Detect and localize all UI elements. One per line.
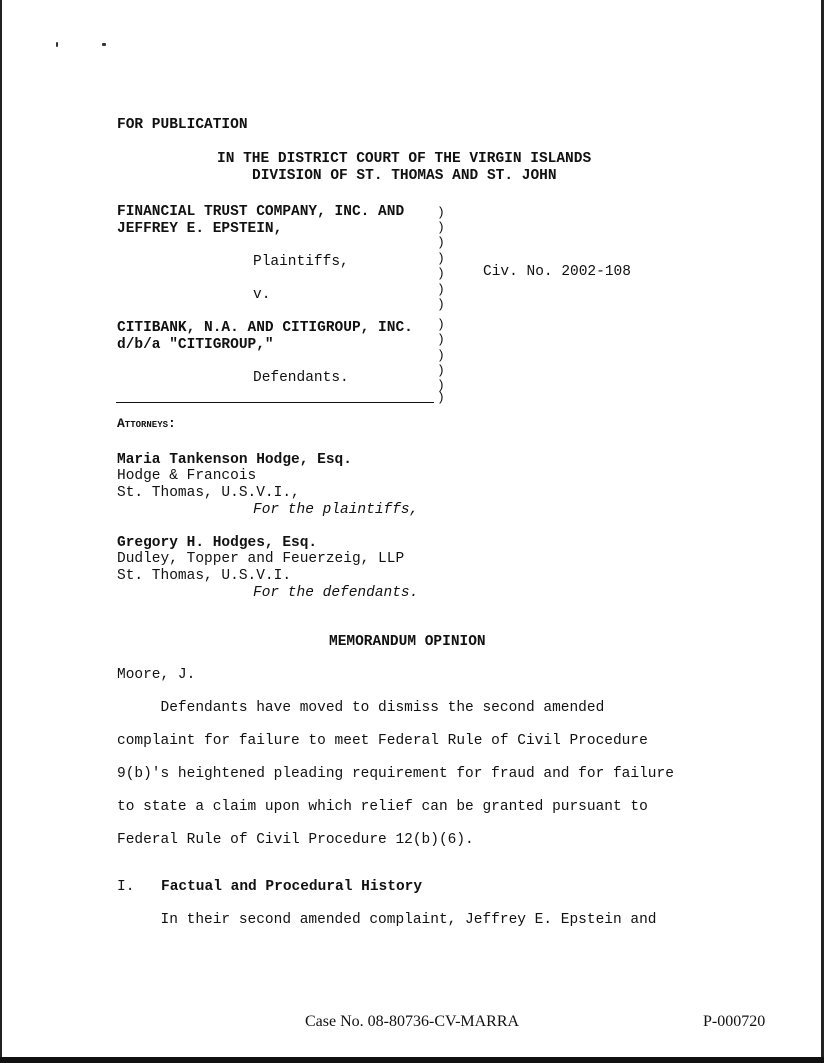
paragraph-line: Federal Rule of Civil Procedure 12(b)(6).: [117, 832, 474, 848]
caption-divider: [116, 402, 434, 403]
caption-paren: ): [437, 390, 445, 405]
publication-label: FOR PUBLICATION: [117, 117, 248, 133]
caption-paren: ): [437, 235, 445, 250]
paragraph-line: to state a claim upon which relief can be granted pursuant to: [117, 799, 648, 815]
defendant-counsel-name: Gregory H. Hodges, Esq.: [117, 535, 318, 551]
court-division: DIVISION OF ST. THOMAS AND ST. JOHN: [252, 168, 557, 184]
opinion-title: MEMORANDUM OPINION: [329, 634, 486, 650]
defendant-counsel-role: For the defendants.: [253, 585, 419, 601]
caption-paren: ): [437, 205, 445, 220]
plaintiffs-name-line1: FINANCIAL TRUST COMPANY, INC. AND: [117, 204, 405, 220]
plaintiff-counsel-location: St. Thomas, U.S.V.I.,: [117, 485, 300, 501]
defendant-counsel-firm: Dudley, Topper and Feuerzeig, LLP: [117, 551, 405, 567]
case-number: Civ. No. 2002-108: [483, 264, 631, 280]
paragraph-line: complaint for failure to meet Federal Rule of Civil Procedure: [117, 733, 648, 749]
caption-paren: ): [437, 266, 445, 281]
caption-paren: ): [437, 332, 445, 347]
paragraph-line: 9(b)'s heightened pleading requirement for fraud and for failure: [117, 766, 674, 782]
paragraph-line: Defendants have moved to dismiss the second amended: [117, 700, 605, 716]
section-title: Factual and Procedural History: [161, 879, 423, 895]
defendants-role: Defendants.: [253, 370, 349, 386]
judge-name: Moore, J.: [117, 667, 196, 683]
versus: v.: [253, 287, 271, 303]
caption-paren: ): [437, 220, 445, 235]
caption-paren: ): [437, 363, 445, 378]
court-name: IN THE DISTRICT COURT OF THE VIRGIN ISLANDS: [217, 151, 592, 167]
caption-paren: ): [437, 251, 445, 266]
footer-bates-number: P-000720: [703, 1013, 766, 1030]
scan-speck: [102, 43, 106, 46]
caption-paren: ): [437, 348, 445, 363]
caption-paren: ): [437, 282, 445, 297]
attorneys-heading: Attorneys:: [117, 416, 176, 431]
defendant-counsel-location: St. Thomas, U.S.V.I.: [117, 568, 292, 584]
section-number: I.: [117, 879, 135, 895]
caption-paren: ): [437, 297, 445, 312]
plaintiffs-role: Plaintiffs,: [253, 254, 349, 270]
plaintiffs-name-line2: JEFFREY E. EPSTEIN,: [117, 221, 283, 237]
plaintiff-counsel-firm: Hodge & Francois: [117, 468, 257, 484]
caption-paren: ): [437, 378, 445, 393]
page-border-left: [0, 0, 2, 1063]
plaintiff-counsel-role: For the plaintiffs,: [253, 502, 419, 518]
defendants-name-line2: d/b/a "CITIGROUP,": [117, 337, 274, 353]
scan-speck: [56, 42, 58, 47]
paragraph-line: In their second amended complaint, Jeffrey E. Epstein and: [117, 912, 657, 928]
caption-paren: ): [437, 317, 445, 332]
footer-case-number: Case No. 08-80736-CV-MARRA: [305, 1013, 520, 1030]
page-border-bottom: [0, 1057, 824, 1063]
defendants-name-line1: CITIBANK, N.A. AND CITIGROUP, INC.: [117, 320, 413, 336]
plaintiff-counsel-name: Maria Tankenson Hodge, Esq.: [117, 452, 352, 468]
